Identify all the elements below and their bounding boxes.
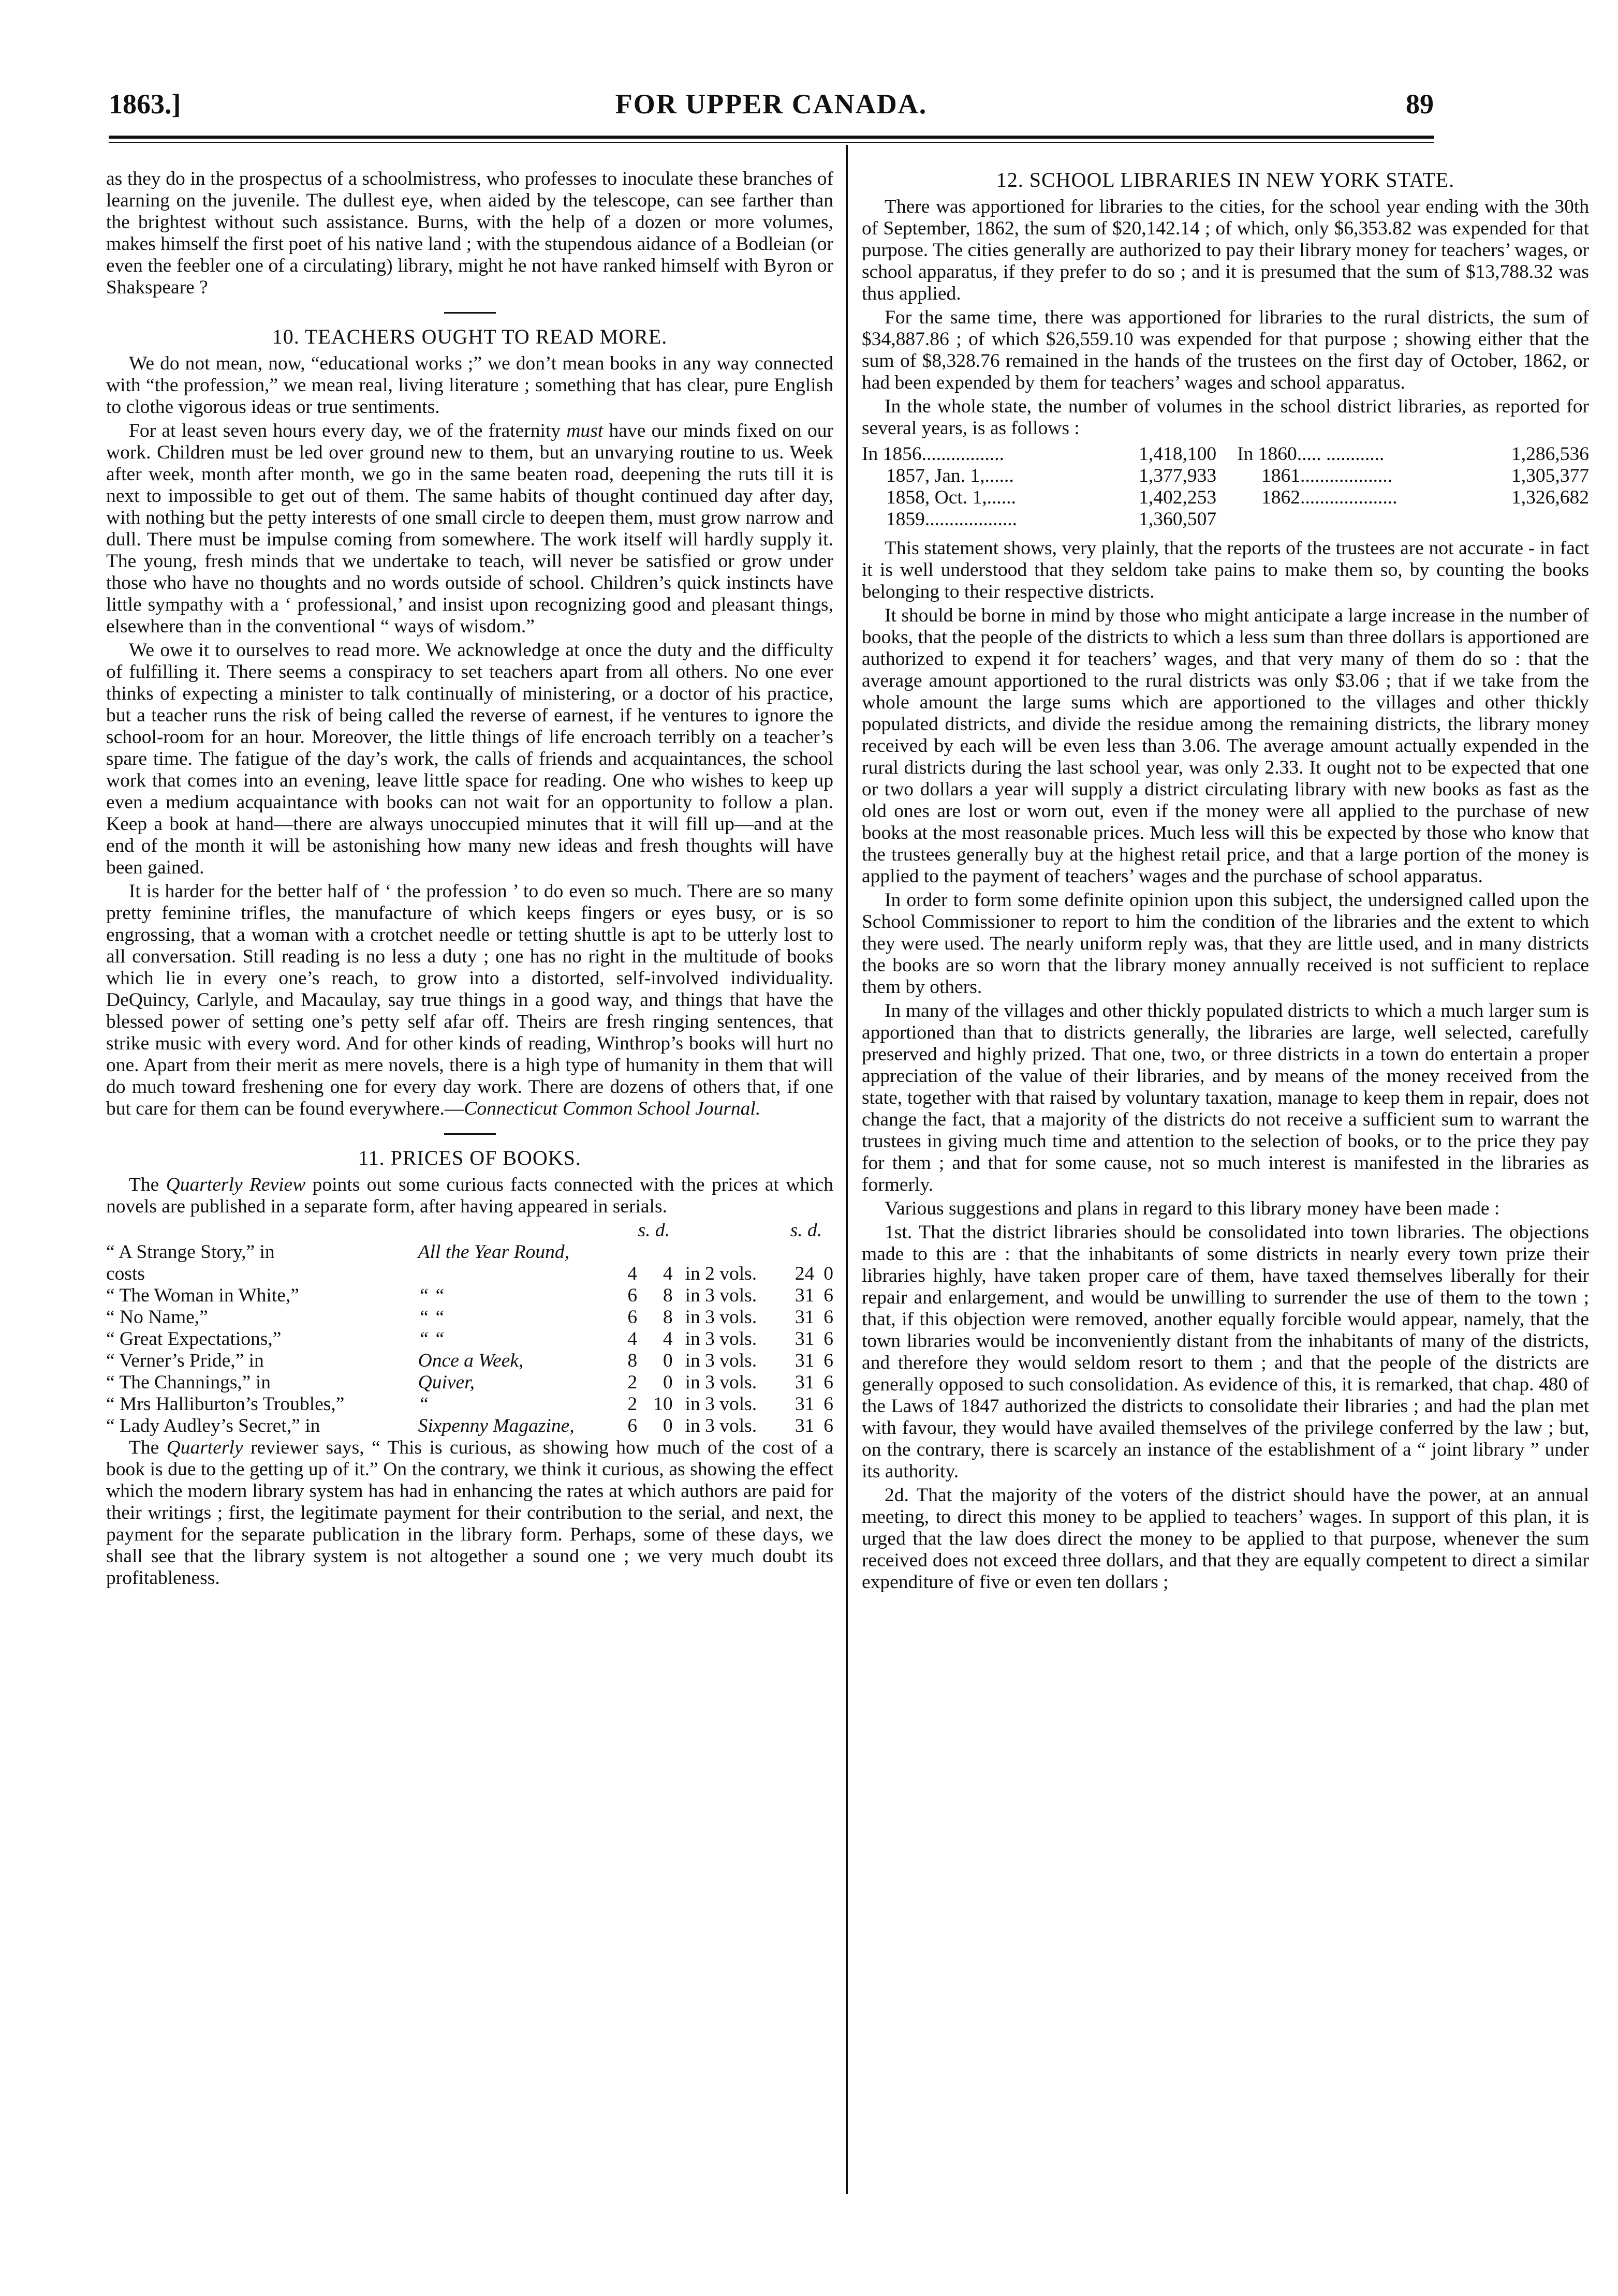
price-volume-shillings: 31 <box>795 1328 815 1350</box>
price-venue: “ “ <box>418 1307 445 1328</box>
price-serial-shillings: 4 <box>627 1263 638 1284</box>
price-title: “ The Channings,” in <box>106 1372 271 1393</box>
volume-year: 1861................... <box>1237 465 1393 486</box>
price-title: “ Lady Audley’s Secret,” in <box>106 1415 320 1436</box>
s12-paragraph-4: This statement shows, very plainly, that the reports of the trustees are not accurate - in fact it is well understood that they seldom take pains to make them so, by counting the books belonging to their respective districts. <box>862 538 1589 602</box>
table-row <box>862 509 1589 530</box>
price-serial-shillings: 2 <box>627 1372 638 1393</box>
page-header <box>109 88 1434 129</box>
s12-paragraph-7: In many of the villages and other thickly populated districts to which a much larger sum is apportioned than that to districts generally, the libraries are large, well selected, carefully preserved and highly prized. That one, two, or three districts in a town do entertain a proper appreciation of the value of their libraries, and by means of the money received from the state, together with that raised by voluntary taxation, manage to keep them in repair, does not change the fact, that a majority of the districts do not receive a sufficient sum to warrant the trustees in giving much time and attention to the selection of books, or to the price they pay for them ; and that for some cause, not so much interest is manifested in the libraries as formerly. <box>862 1000 1589 1195</box>
volume-count: 1,402,253 <box>1139 487 1217 508</box>
price-volume-shillings: 24 <box>795 1263 815 1284</box>
s10-paragraph-3: We owe it to ourselves to read more. We acknowledge at once the duty and the difficulty of fulfilling it. There seems a conspiracy to set teachers apart from all others. No one ever thinks of expecting a minister to talk continually of ministering, or a doctor of his practice, but a teacher runs the risk of being called the reverse of earnest, if he ventures to ignore the school-room for an hour. Moreover, the little things of life encroach terribly on a teacher’s spare time. The fatigue of the day’s work, the calls of friends and acquaintances, the school work that comes into an evening, leave little space for reading. One who wishes to keep up even a medium acquaintance with books can not wait for an opportunity to follow a plan. Keep a book at hand—there are always unoccupied minutes that it will fill up—and at the end of the month it will be astonishing how many new ideas and fresh thoughts will have been gained. <box>106 640 833 878</box>
s10-paragraph-4: It is harder for the better half of ‘ the profession ’ to do even so much. There are so many pretty feminine trifles, the manufacture of which keeps fingers or eyes busy, or is so engrossing, that a woman with a crotchet needle or tetting shuttle is apt to be utterly lost to all conversation. Still reading is no less a duty ; one has no right in the multitude of books which lie in every one’s reach, to grow into a distorted, self-involved individuality. DeQuincy, Carlyle, and Macaulay, say true things in a good way, and things that have the blessed power of setting one’s petty self afar off. Theirs are fresh ringing sentences, that strike music with every word. And for other kinds of reading, Winthrop’s books will hurt no one. Apart from their merit as mere novels, there is a high type of humanity in them that will do much toward freshening one for every day work. There are dozens of others that, if one but care for them can be found everywhere.—Connecticut Common School Journal. <box>106 881 833 1119</box>
price-volume-pence: 6 <box>823 1285 833 1306</box>
price-serial-pence: 8 <box>663 1285 673 1306</box>
s12-paragraph-10: 2d. That the majority of the voters of the district should have the power, at an annual meeting, to direct this money to be applied to teachers’ wages. In support of this plan, it is urged that the law does direct the money to be applied to that purpose, whenever the sum received does not exceed three dollars, and that they are equally competent to direct a similar expenditure of five or even ten dollars ; <box>862 1485 1589 1593</box>
price-unit-serial: s. d. <box>638 1220 670 1241</box>
price-volume-shillings: 31 <box>795 1415 815 1436</box>
table-row <box>106 1307 833 1328</box>
price-title: “ Verner’s Pride,” in <box>106 1350 264 1371</box>
price-serial-shillings: 4 <box>627 1328 638 1350</box>
table-row <box>106 1241 833 1263</box>
price-venue: Sixpenny Magazine, <box>418 1415 575 1436</box>
volume-year: In 1860..... ............ <box>1237 443 1385 465</box>
s12-paragraph-5: It should be borne in mind by those who might anticipate a large increase in the number of books, that the people of the districts to which a less sum than three dollars is apportioned are authorized to expend it for teachers’ wages, and that very many of them do so : that the average amount apportioned to the rural districts was only $3.06 ; that if we take from the whole amount the large sums which are apportioned to the villages and other thickly populated districts, and divide the residue among the remaining districts, the library money received by each will be even less than 3.06. The average amount actually expended in the rural districts during the last school year, was only 2.33. It ought not to be expected that one or two dollars a year will supply a district circulating library with new books as fast as the old ones are lost or worn out, even if the money were all applied to the purchase of new books at the most reasonable prices. Much less will this be expected by those who know that the trustees generally buy at the highest retail price, and that a large portion of the money is applied to the payment of teachers’ wages and the purchase of school apparatus. <box>862 605 1589 887</box>
price-vols: in 3 vols. <box>685 1415 757 1436</box>
volume-year <box>1237 509 1474 530</box>
section-10-title: 10. TEACHERS OUGHT TO READ MORE. <box>272 325 668 348</box>
s12-paragraph-6: In order to form some definite opinion upon this subject, the undersigned called upon the School Commissioner to report to him the condition of the libraries and the extent to which they were used. The nearly uniform reply was, that they are little used, and in many districts the books are so worn that the library money annually received is not sufficient to replace them by others. <box>862 890 1589 998</box>
price-volume-shillings: 31 <box>795 1350 815 1371</box>
price-vols <box>685 1241 779 1263</box>
price-venue: Once a Week, <box>418 1350 524 1371</box>
price-title: “ The Woman in White,” <box>106 1285 299 1306</box>
price-serial-shillings: 8 <box>627 1350 638 1371</box>
header-rule-thick <box>109 136 1434 139</box>
price-title: “ Mrs Halliburton’s Troubles,” <box>106 1394 345 1415</box>
price-volume-pence: 6 <box>823 1328 833 1350</box>
price-serial-pence: 4 <box>663 1263 673 1284</box>
volume-year: 1859................... <box>862 509 1017 530</box>
table-row <box>862 465 1589 487</box>
price-title: “ No Name,” <box>106 1307 208 1328</box>
price-volume-pence: 6 <box>823 1415 833 1436</box>
section-separator <box>444 1133 496 1135</box>
header-title: FOR UPPER CANADA. <box>615 88 928 120</box>
price-vols: in 2 vols. <box>685 1263 757 1284</box>
price-volume-shillings: 31 <box>795 1307 815 1328</box>
price-title: “ Great Expectations,” <box>106 1328 282 1350</box>
price-serial-shillings: 6 <box>627 1415 638 1436</box>
price-serial-pence: 0 <box>663 1350 673 1371</box>
section-separator <box>444 312 496 314</box>
table-row <box>106 1285 833 1307</box>
header-year: 1863.] <box>109 88 181 120</box>
price-venue: “ <box>418 1394 429 1415</box>
volume-year: 1858, Oct. 1,...... <box>862 487 1016 508</box>
s12-paragraph-8: Various suggestions and plans in regard to this library money have been made : <box>885 1198 1500 1219</box>
table-row <box>106 1263 833 1285</box>
volume-count: 1,326,682 <box>1511 487 1589 508</box>
s12-paragraph-3: In the whole state, the number of volumes in the school district libraries, as reported for several years, is as follows : <box>862 396 1589 439</box>
price-serial-pence: 10 <box>653 1394 673 1415</box>
price-vols: in 3 vols. <box>685 1372 757 1393</box>
price-vols: in 3 vols. <box>685 1285 757 1306</box>
price-serial-pence: 8 <box>663 1307 673 1328</box>
table-row <box>862 487 1589 509</box>
price-venue: Quiver, <box>418 1372 475 1393</box>
price-venue: “ “ <box>418 1285 445 1306</box>
s10-paragraph-2: For at least seven hours every day, we of the fraternity must have our minds fixed on our work. Children must be led over ground new to them, but an unvarying routine to us. Week after week, month after month, we go in the same beaten road, deepening the ruts till it is next to impossible to get out of them. The same habits of thought continued day after day, with nothing but the petty interests of one small circle to deepen them, must grow narrow and dull. There must be impulse coming from somewhere. The work itself will hardly supply it. The young, fresh minds that we undertake to teach, will never be satisfied or grow under those who have no thoughts and no words outside of school. Children’s quick instincts have little sympathy with a ‘ professional,’ and insist upon recognizing good and pleasant things, elsewhere than in the conventional “ ways of wisdom.” <box>106 420 833 637</box>
header-page-number: 89 <box>1406 88 1434 120</box>
volume-count: 1,305,377 <box>1511 465 1589 486</box>
book-prices-table <box>106 1220 833 1437</box>
price-unit-volume: s. d. <box>790 1220 822 1241</box>
table-row <box>106 1350 833 1372</box>
price-volume-pence: 6 <box>823 1350 833 1371</box>
price-volume-pence: 0 <box>823 1263 833 1284</box>
prices-header-row <box>106 1220 833 1241</box>
price-venue: “ “ <box>418 1328 445 1350</box>
price-volume-pence: 6 <box>823 1372 833 1393</box>
price-title: costs <box>106 1263 145 1284</box>
library-volumes-table <box>862 443 1589 530</box>
price-vols: in 3 vols. <box>685 1350 757 1371</box>
volume-year: 1857, Jan. 1,...... <box>862 465 1014 486</box>
volume-year: In 1856................. <box>862 443 1004 465</box>
price-serial-pence: 0 <box>663 1372 673 1393</box>
price-volume-pence: 6 <box>823 1394 833 1415</box>
price-serial-shillings: 6 <box>627 1307 638 1328</box>
s12-paragraph-9: 1st. That the district libraries should be consolidated into town libraries. The objections made to this are : that the inhabitants of some districts in nearly every town prize their libraries highly, have taken proper care of them, have taxed themselves liberally for their repair and enlargement, and would be unwilling to surrender the use of them to the town ; that, if this objection were removed, another equally forcible would appear, namely, that the town libraries would be inconveniently distant from the inhabitants of many of the districts, and therefore they would seldom resort to them ; and that the people of the districts are generally opposed to such consolidation. As evidence of this, it is remarked, that chap. 480 of the Laws of 1847 authorized the districts to consolidate their libraries ; and had the plan met with favour, they would have availed themselves of the privilege conferred by the law ; but, on the contrary, there is scarcely an instance of the establishment of a “ joint library ” under its authority. <box>862 1222 1589 1482</box>
table-row <box>862 443 1589 465</box>
price-vols: in 3 vols. <box>685 1394 757 1415</box>
table-row <box>106 1415 833 1437</box>
price-volume-pence: 6 <box>823 1307 833 1328</box>
volume-count <box>1474 509 1589 530</box>
volume-count: 1,377,933 <box>1139 465 1217 486</box>
price-serial-shillings: 6 <box>627 1285 638 1306</box>
price-volume-shillings: 31 <box>795 1372 815 1393</box>
price-title: “ A Strange Story,” in <box>106 1241 275 1263</box>
volume-count: 1,286,536 <box>1511 443 1589 465</box>
price-serial-pence: 0 <box>663 1415 673 1436</box>
section-12-title: 12. SCHOOL LIBRARIES IN NEW YORK STATE. <box>996 168 1455 191</box>
price-vols: in 3 vols. <box>685 1328 757 1350</box>
volume-count: 1,360,507 <box>1139 509 1217 530</box>
s10-source: Connecticut Common School Journal. <box>464 1098 761 1119</box>
intro-paragraph: as they do in the prospectus of a schoolmistress, who professes to inoculate these branches of learning on the juvenile. The dullest eye, when aided by the telescope, can see farther than the brightest without such assistance. Burns, with the help of a dozen or more volumes, makes himself the first poet of his native land ; with the stupendous aidance of a Bodleian (or even the feebler one of a circulating) library, might he not have ranked himself with Byron or Shakspeare ? <box>106 168 833 298</box>
section-11-title: 11. PRICES OF BOOKS. <box>358 1146 581 1169</box>
table-row <box>106 1372 833 1394</box>
price-venue: All the Year Round, <box>418 1241 569 1263</box>
s10-paragraph-1: We do not mean, now, “educational works ;” we don’t mean books in any way connected with “the profession,” we mean real, living literature ; something that has clear, pure English to clothe vigorous ideas or true sentiments. <box>106 353 833 418</box>
s11-paragraph-1: The Quarterly Review points out some curious facts connected with the prices at which novels are published in a separate form, after having appeared in serials. <box>106 1174 833 1217</box>
volume-count: 1,418,100 <box>1139 443 1217 465</box>
table-row <box>106 1394 833 1415</box>
left-column <box>106 168 833 1591</box>
s11-paragraph-2: The Quarterly reviewer says, “ This is curious, as showing how much of the cost of a book is due to the getting up of it.” On the contrary, we think it curious, as showing the effect which the modern library system has had in enhancing the rates at which authors are paid for their writings ; first, the legitimate payment for their contribution to the serial, and next, the payment for the separate publication in the library form. Perhaps, some of these days, we shall see that the library system is not altogether a sound one ; we very much doubt its profitableness. <box>106 1437 833 1589</box>
volume-year: 1862.................... <box>1237 487 1398 508</box>
price-serial-pence <box>643 1241 685 1263</box>
price-volume-shillings <box>779 1241 820 1263</box>
price-serial-shillings: 2 <box>627 1394 638 1415</box>
table-row <box>106 1328 833 1350</box>
column-divider <box>846 145 848 2194</box>
price-volume-shillings: 31 <box>795 1285 815 1306</box>
s12-paragraph-2: For the same time, there was apportioned for libraries to the rural districts, the sum of $34,887.86 ; of which $26,559.10 was expended for that purpose ; showing either that the sum of $8,328.76 remained in the hands of the trustees on the first day of October, 1862, or had been expended by them for teachers’ wages and school apparatus. <box>862 307 1589 393</box>
right-column <box>862 168 1589 1595</box>
header-rule-thin <box>109 142 1434 143</box>
price-volume-shillings: 31 <box>795 1394 815 1415</box>
price-volume-pence <box>820 1241 833 1263</box>
s12-paragraph-1: There was apportioned for libraries to the cities, for the school year ending with the 30th of September, 1862, the sum of $20,142.14 ; of which, only $6,353.82 was expended for that purpose. The cities generally are authorized to pay their library money for teachers’ wages, or school apparatus, if they prefer to do so ; and it is presumed that the sum of $13,788.32 was thus applied. <box>862 196 1589 304</box>
price-serial-shillings <box>623 1241 643 1263</box>
price-venue <box>418 1263 623 1285</box>
price-serial-pence: 4 <box>663 1328 673 1350</box>
price-vols: in 3 vols. <box>685 1307 757 1328</box>
